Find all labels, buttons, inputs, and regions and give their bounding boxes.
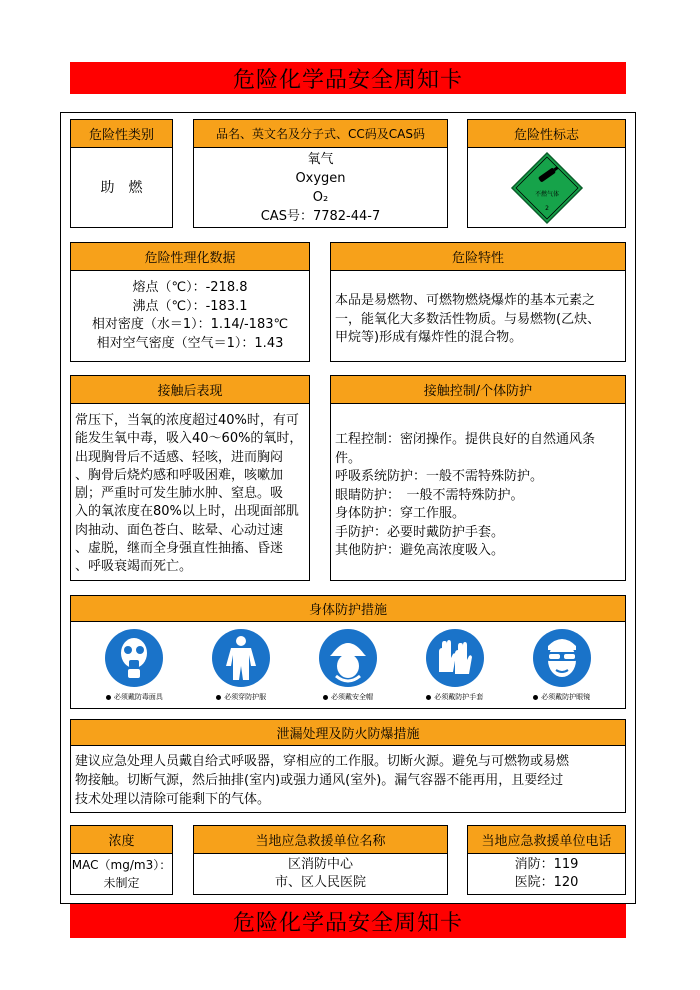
exposure-header: 接触后表现 [71, 376, 309, 404]
hazard-class-value: 助 燃 [100, 179, 143, 196]
concentration-label: MAC（mg/m3）： [71, 857, 172, 872]
rescue-phone-box [467, 825, 626, 895]
protection-box [330, 375, 626, 581]
spill-line: 建议应急处理人员戴自给式呼吸器，穿相应的工作服。切断火源。避免与可燃物或易燃 [75, 754, 570, 769]
bullet-icon [533, 695, 538, 700]
hazard-props-line: 甲烷等)形成有爆炸性的混合物。 [335, 330, 523, 345]
exposure-line: 肉抽动、面色苍白、眩晕、心动过速 [75, 522, 284, 538]
bullet-icon [323, 695, 328, 700]
name-en: Oxygen [295, 171, 346, 186]
concentration-value: 未制定 [103, 876, 140, 890]
hazard-props-header: 危险特性 [331, 243, 625, 271]
ppe-box [70, 595, 626, 709]
title-banner-top: 危险化学品安全周知卡 [70, 62, 626, 94]
relative-air-density: 相对空气密度（空气＝1）：1.43 [96, 335, 284, 351]
rescue-unit-header: 当地应急救援单位名称 [194, 826, 447, 854]
identity-header: 品名、英文名及分子式、CC码及CAS码 [194, 120, 447, 148]
sign-class-number: 2 [544, 204, 549, 212]
sign-label: 不燃气体 [534, 190, 559, 198]
protection-line: 眼睛防护： 一般不需特殊防护。 [335, 487, 524, 503]
hazard-props-line: 本品是易燃物、可燃物燃烧爆炸的基本元素之 [335, 293, 596, 308]
concentration-box [70, 825, 173, 895]
protection-line: 其他防护：避免高浓度吸入。 [335, 543, 505, 558]
safety-helmet-icon [318, 628, 378, 688]
identity-box [193, 119, 448, 228]
protection-line: 身体防护：穿工作服。 [335, 506, 466, 521]
exposure-line: 入的氧浓度在80%以上时，出现面部肌 [75, 504, 299, 520]
hazard-props-line: 一，能氧化大多数活性物质。与易燃物(乙炔、 [335, 311, 601, 327]
exposure-line: 能发生氧中毒，吸入40～60%的氧时， [75, 431, 303, 447]
ppe-caption: 必须戴防毒面具 [113, 693, 163, 701]
ppe-item [84, 628, 184, 702]
spill-box [70, 719, 626, 813]
ppe-item [512, 628, 612, 702]
hazard-class-header: 危险性类别 [71, 120, 172, 148]
exposure-line: 、胸骨后烧灼感和呼吸困难，咳嗽加 [75, 467, 284, 483]
rescue-phone-header: 当地应急救援单位电话 [468, 826, 625, 854]
ppe-caption: 必须戴防护手套 [434, 693, 484, 701]
fire-phone: 消防：119 [514, 856, 579, 872]
ppe-caption: 必须戴防护眼镜 [541, 693, 591, 701]
hazard-sign-header: 危险性标志 [468, 120, 625, 148]
boiling-point: 沸点（℃）：-183.1 [132, 298, 248, 314]
rescue-unit-line: 区消防中心 [287, 856, 353, 872]
protective-suit-icon [211, 628, 271, 688]
formula: O₂ [312, 190, 329, 205]
protection-header: 接触控制/个体防护 [331, 376, 625, 404]
exposure-line: 、虚脱，继而全身强直性抽搐、昏迷 [75, 541, 284, 557]
name-cn: 氧气 [307, 152, 334, 167]
hazard-sign-box [467, 119, 626, 228]
exposure-box [70, 375, 310, 581]
protection-line: 件。 [335, 450, 362, 466]
exposure-line: 剧；严重时可发生肺水肿、窒息。吸 [75, 486, 284, 502]
bullet-icon [426, 695, 431, 700]
protection-line: 呼吸系统防护：一般不需特殊防护。 [335, 469, 544, 484]
exposure-line: 、呼吸衰竭而死亡。 [75, 559, 193, 575]
physchem-header: 危险性理化数据 [71, 243, 309, 271]
ppe-header: 身体防护措施 [71, 596, 625, 622]
bullet-icon [106, 695, 111, 700]
exposure-line: 常压下，当氧的浓度超过40%时，有可 [75, 413, 299, 428]
ppe-caption: 必须穿防护服 [224, 693, 267, 701]
ppe-item [298, 628, 398, 702]
gloves-icon [425, 628, 485, 688]
exposure-line: 出现胸骨后不适感、轻咳，进而胸闷 [75, 449, 284, 465]
spill-line: 物接触。切断气源，然后抽排(室内)或强力通风(室外)。漏气容器不能再用，且要经过 [75, 773, 564, 788]
ppe-item [191, 628, 291, 702]
spill-line: 技术处理以清除可能剩下的气体。 [75, 792, 271, 807]
hazard-class-box [70, 119, 173, 228]
goggles-icon [532, 628, 592, 688]
physchem-box [70, 242, 310, 362]
gas-mask-icon [104, 628, 164, 688]
cas-number: CAS号：7782-44-7 [260, 209, 381, 224]
ppe-item [405, 628, 505, 702]
bullet-icon [216, 695, 221, 700]
title-banner-bottom: 危险化学品安全周知卡 [70, 904, 626, 938]
rescue-unit-line: 市、区人民医院 [274, 875, 366, 890]
ppe-caption: 必须戴安全帽 [330, 693, 373, 701]
spill-header: 泄漏处理及防火防爆措施 [71, 720, 625, 746]
rescue-unit-box [193, 825, 448, 895]
hospital-phone: 医院：120 [514, 875, 579, 890]
non-flammable-gas-diamond-icon [510, 151, 584, 225]
concentration-header: 浓度 [71, 826, 172, 854]
hazard-props-box [330, 242, 626, 362]
melting-point: 熔点（℃）：-218.8 [132, 280, 248, 295]
protection-line: 手防护：必要时戴防护手套。 [335, 524, 505, 540]
protection-line: 工程控制：密闭操作。提供良好的自然通风条 [335, 432, 596, 447]
relative-density: 相对密度（水＝1）：1.14/-183℃ [91, 317, 289, 332]
